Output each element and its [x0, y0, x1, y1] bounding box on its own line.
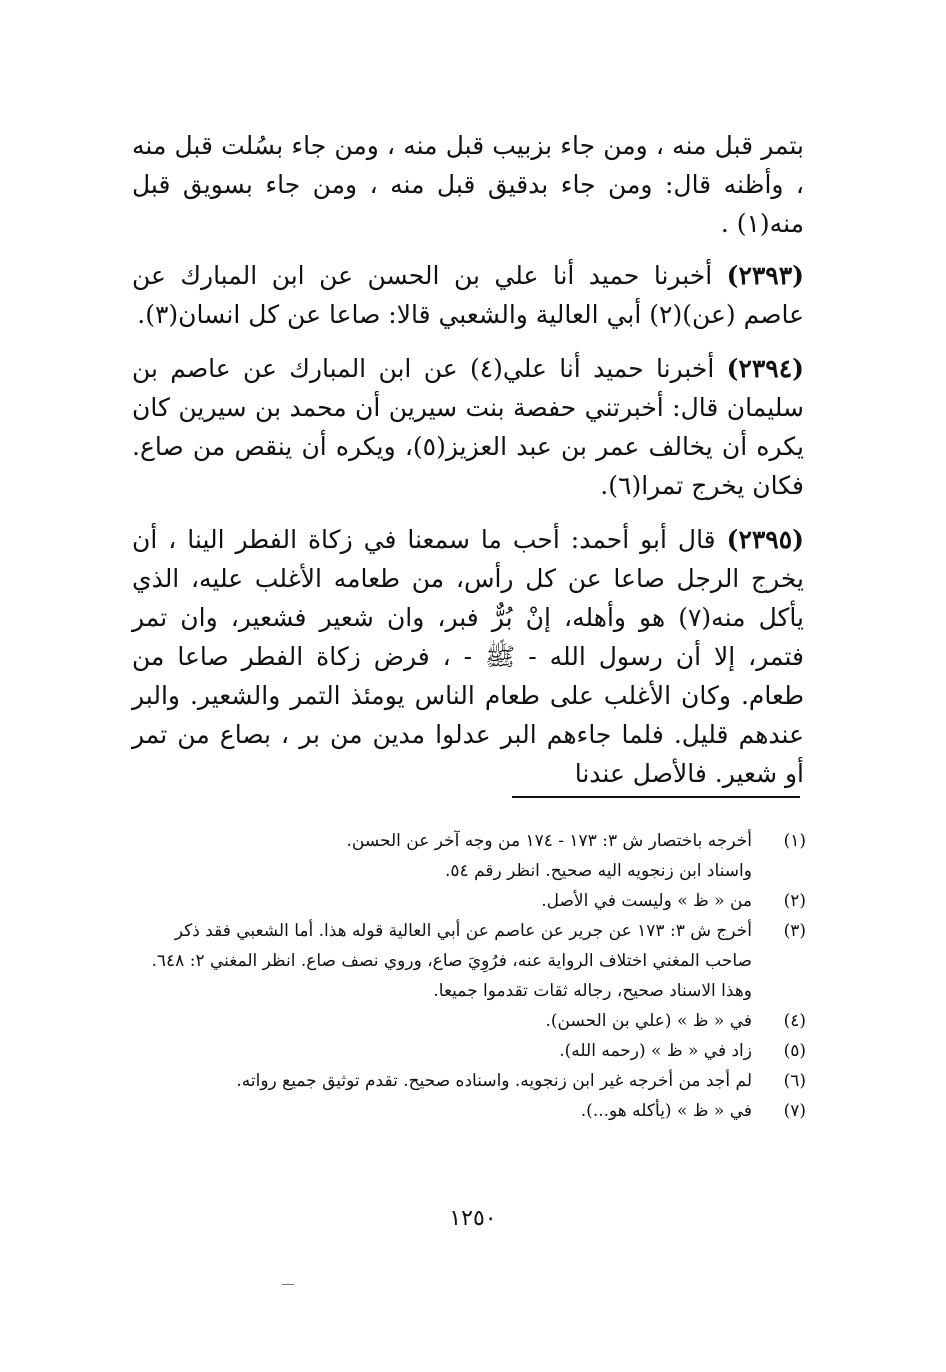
footnote-line: لم أجد من أخرجه غير ابن زنجويه. واسناده صحيح. تقدم توثيق جميع رواته.: [236, 1071, 752, 1091]
main-text: [132, 126, 804, 808]
footnote-mark: (١): [783, 831, 806, 851]
footnote-body: [132, 1006, 752, 1036]
footnote-mark: (٧): [783, 1101, 806, 1121]
paragraph-continuation: [132, 126, 804, 243]
paragraph-2395: [132, 520, 804, 793]
paragraph-text: بتمر قبل منه ، ومن جاء بزبيب قبل منه ، ومن جاء بسُلت قبل منه ، وأظنه قال: ومن جاء بدقيق قبل منه ، ومن جاء بسويق قبل منه(١) .: [132, 131, 804, 238]
hadith-number: (٢٣٩٣): [726, 261, 804, 290]
footnote-2: [132, 886, 806, 916]
footnote-separator: [512, 796, 800, 798]
footnote-body: [132, 1036, 752, 1066]
footnote-6: [132, 1066, 806, 1096]
footnote-body: [132, 826, 752, 886]
footnote-body: [132, 886, 752, 916]
footnote-mark: (٢): [783, 891, 806, 911]
hadith-number: (٢٣٩٤): [726, 354, 804, 383]
paragraph-text: قال أبو أحمد: أحب ما سمعنا في زكاة الفطر الينا ، أن يخرج الرجل صاعا عن كل رأس، من طعامه الأغلب عليه، الذي يأكل منه(٧) هو وأهله، إنْ بُرٌّ فبر، وان شعير فشعير، وان تمر فتمر، إلا أن رسول الله - ﷺ - ، فرض زكاة الفطر صاعا من طعام. وكان الأغلب على طعام الناس يومئذ التمر والشعير. والبر عندهم قليل. فلما جاءهم البر عدلوا مدين من بر ، بصاع من تمر أو شعير. فالأصل عندنا: [132, 525, 804, 788]
footnote-mark: (٣): [783, 921, 806, 941]
scan-speck: [282, 1284, 294, 1285]
footnote-line: واسناد ابن زنجويه اليه صحيح. انظر رقم ٥٤.: [445, 861, 752, 881]
footnote-line: في « ظ » (يأكله هو...).: [580, 1101, 752, 1121]
footnote-mark: (٥): [783, 1041, 806, 1061]
footnote-mark: (٤): [783, 1011, 806, 1031]
footnote-line: أخرج ش ٣: ١٧٣ عن جرير عن عاصم عن أبي العالية قوله هذا. أما الشعبي فقد ذكر صاحب المغني اختلاف الرواية عنه، فرُوِيَ صاع، وروي نصف صاع. انظر المغني ٢: ٦٤٨.: [151, 921, 752, 971]
footnote-line: في « ظ » (علي بن الحسن).: [545, 1011, 752, 1031]
footnote-line: وهذا الاسناد صحيح، رجاله ثقات تقدموا جميعا.: [433, 981, 752, 1001]
paragraph-2393: [132, 256, 804, 334]
footnote-body: [132, 916, 752, 1006]
paragraph-2394: [132, 349, 804, 505]
page-number: ١٢٥٠: [449, 1206, 497, 1231]
footnote-5: [132, 1036, 806, 1066]
footnote-line: من « ظ » وليست في الأصل.: [541, 891, 752, 911]
footnote-line: أخرجه باختصار ش ٣: ١٧٣ - ١٧٤ من وجه آخر عن الحسن.: [346, 831, 752, 851]
footnote-1: [132, 826, 806, 886]
footnote-body: [132, 1096, 752, 1126]
footnote-7: [132, 1096, 806, 1126]
footnote-body: [132, 1066, 752, 1096]
footnote-mark: (٦): [783, 1071, 806, 1091]
footnote-4: [132, 1006, 806, 1036]
footnote-3: [132, 916, 806, 1006]
hadith-number: (٢٣٩٥): [726, 525, 804, 554]
footnote-line: زاد في « ظ » (رحمه الله).: [559, 1041, 752, 1061]
paragraph-text: أخبرنا حميد أنا علي بن الحسن عن ابن المبارك عن عاصم (عن)(٢) أبي العالية والشعبي قالا: صاعا عن كل انسان(٣).: [132, 261, 804, 329]
paragraph-text: أخبرنا حميد أنا علي(٤) عن ابن المبارك عن عاصم بن سليمان قال: أخبرتني حفصة بنت سيرين أن محمد بن سيرين كان يكره أن يخالف عمر بن عبد العزيز(٥)، ويكره أن ينقص من صاع. فكان يخرج تمرا(٦).: [132, 354, 804, 500]
footnotes: [132, 826, 806, 1126]
